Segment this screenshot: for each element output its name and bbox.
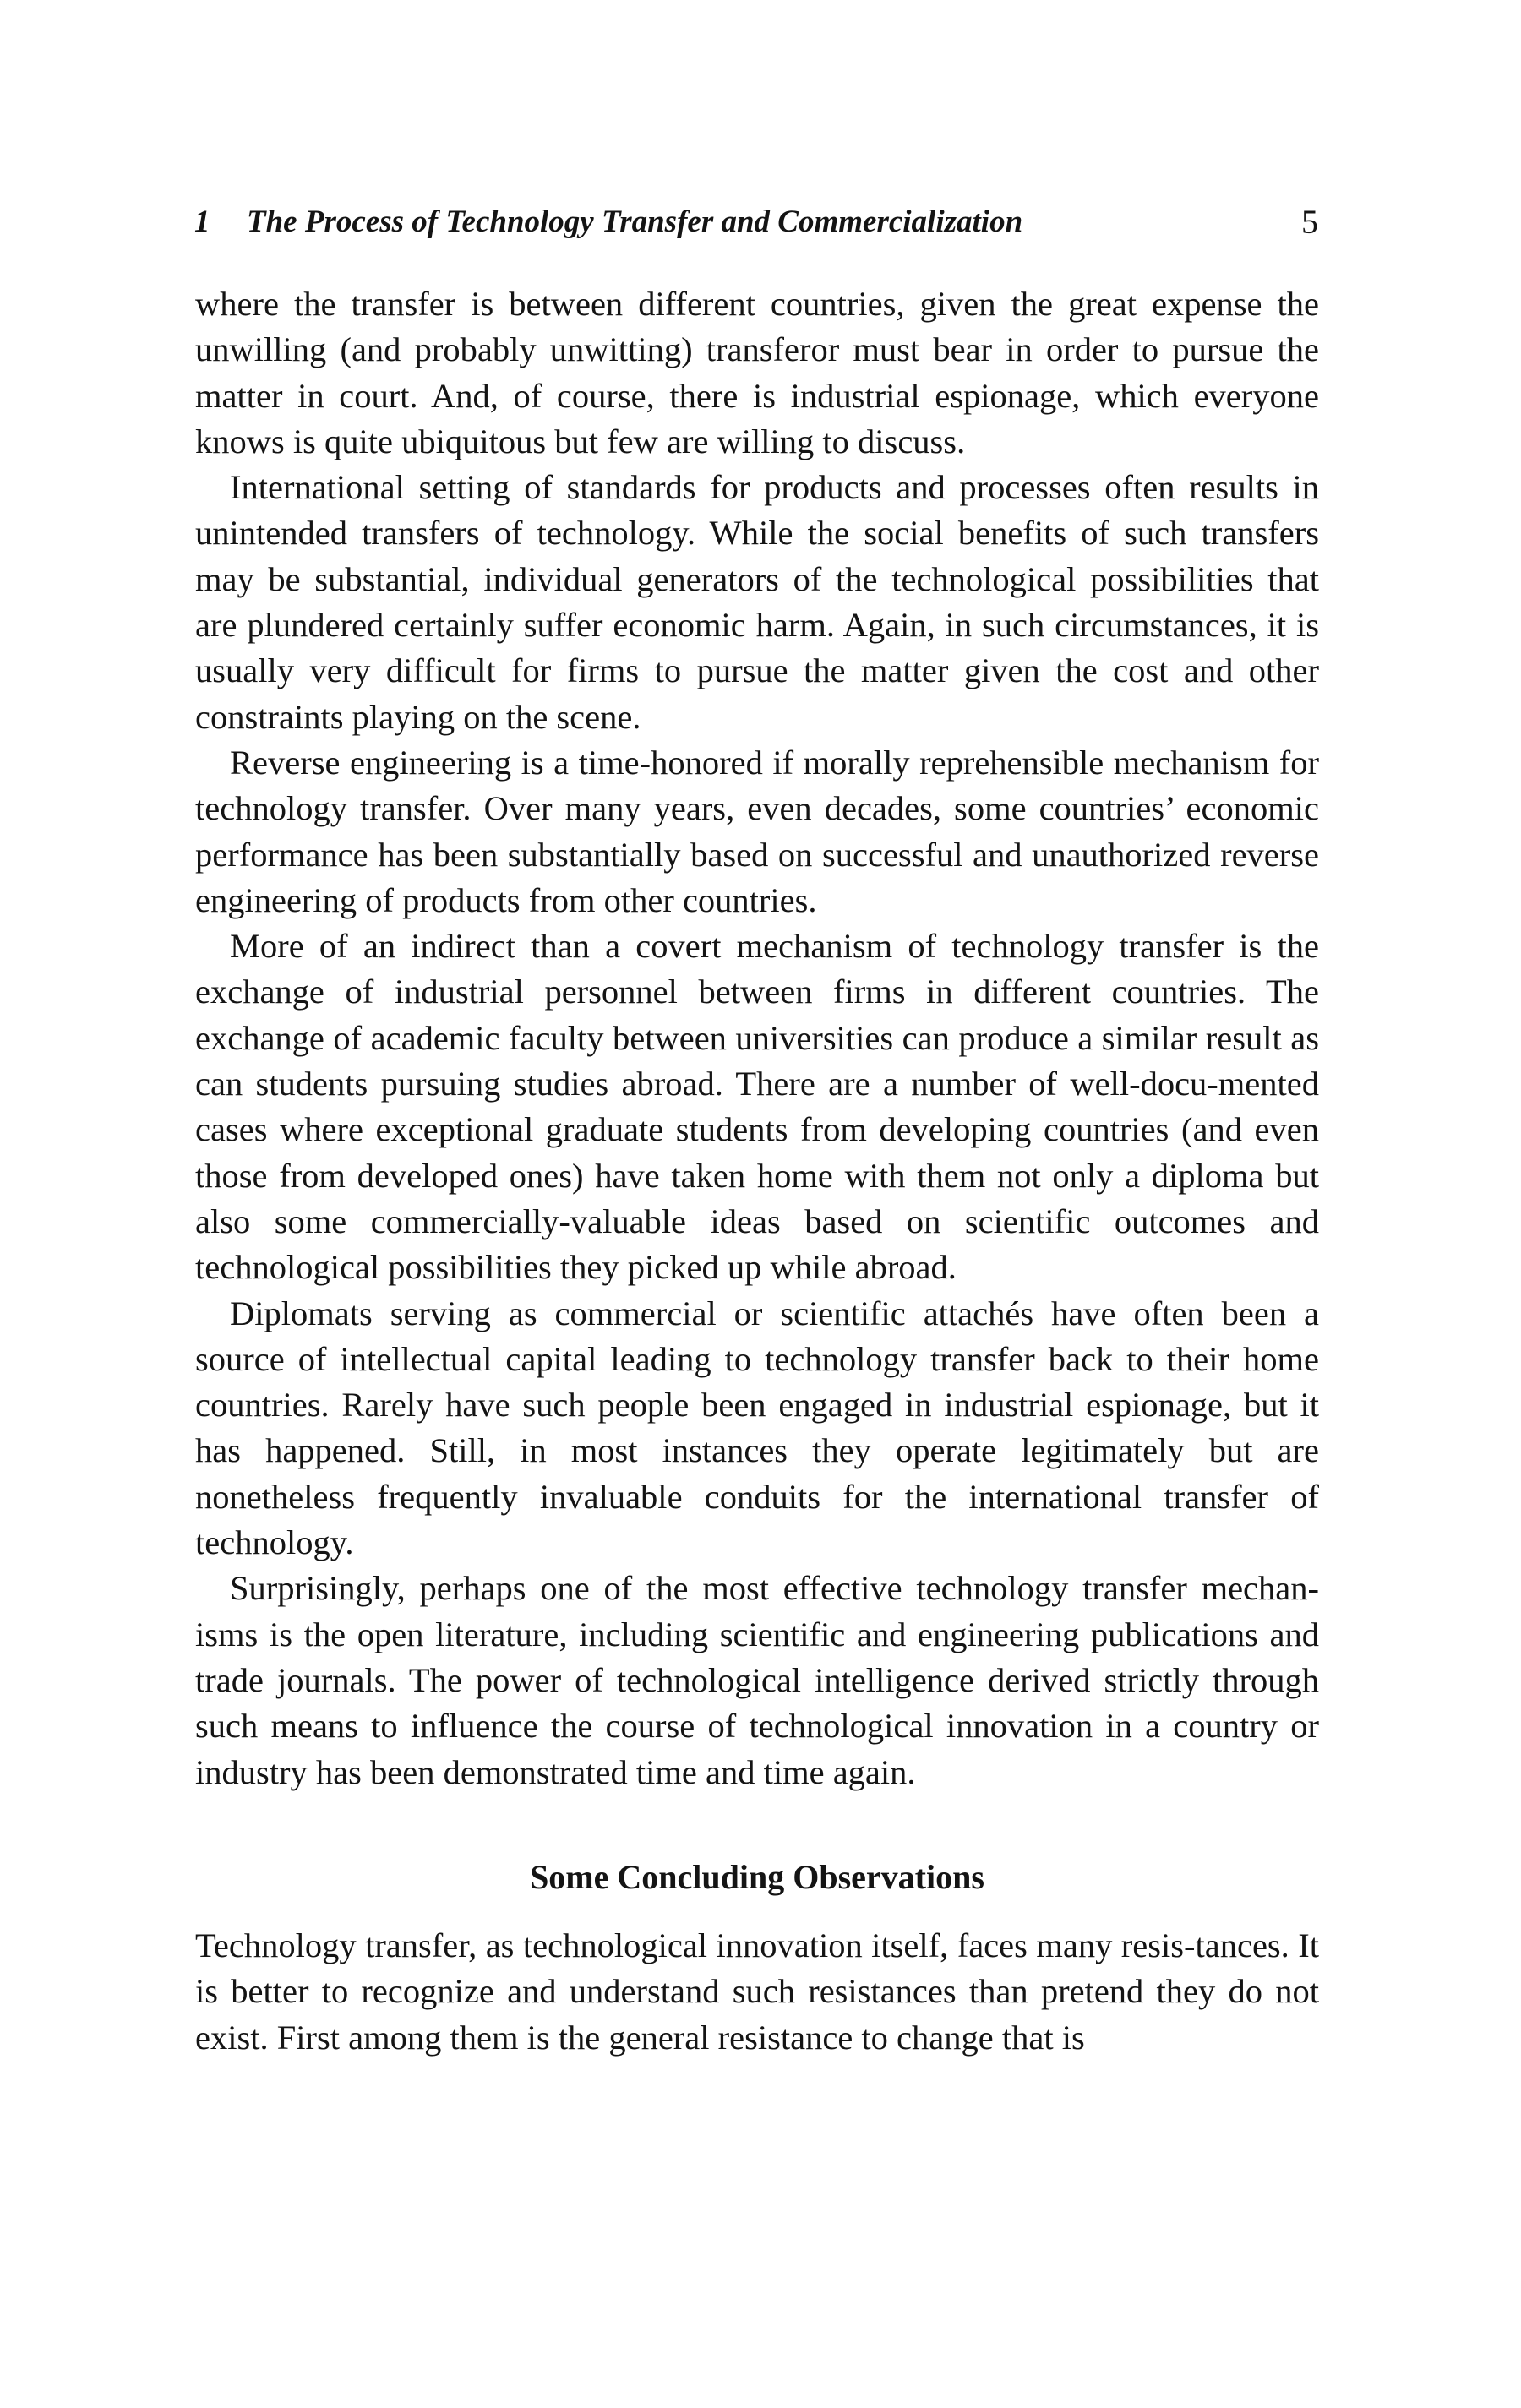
paragraph-concluding: Technology transfer, as technological innovation itself, faces many resis-tances. It is better to recognize and understand such resistances than pretend they do not exist. First among them is the general resistance to change that is — [195, 1926, 1319, 2057]
body-text — [195, 281, 1319, 1795]
paragraph-standards: International setting of standards for products and processes often results in unintended transfers of technology. While the social benefits of such transfers may be substantial, individual generators of the technological possibilities that are plundered certainly suffer economic harm. Again, in such circumstances, it is usually very difficult for firms to pursue the matter given the cost and other constraints playing on the scene. — [195, 468, 1319, 736]
chapter-number: 1 — [194, 204, 210, 239]
paragraph-open-literature: Surprisingly, perhaps one of the most effective technology transfer mechan-isms is the open literature, including scientific and engineering publications and trade journals. The power of technological intelligence derived strictly through such means to influence the course of technological innovation in a country or industry has been demonstrated time and time again. — [195, 1569, 1319, 1791]
section-heading: Some Concluding Observations — [530, 1858, 984, 1896]
paragraph-reverse-engineering: Reverse engineering is a time-honored if morally reprehensible mechanism for technology transfer. Over many years, even decades, some countries’ economic performance has been substantially based on successful and unauthorized reverse engineering of products from other countries. — [195, 743, 1319, 919]
page-number: 5 — [1301, 203, 1318, 241]
chapter-title: The Process of Technology Transfer and Commercialization — [247, 204, 1023, 239]
paragraph-personnel-exchange: More of an indirect than a covert mechanism of technology transfer is the exchange of industrial personnel between firms in different countries. The exchange of academic faculty between universities can produce a similar result as can students pursuing studies abroad. There are a number of well-docu-mented cases where exceptional graduate students from developing countries (and even those from developed ones) have taken home with them not only a diploma but also some commercially-valuable ideas based on scientific outcomes and technological possibilities they picked up while abroad. — [195, 927, 1319, 1287]
running-header — [194, 201, 1318, 243]
paragraph-diplomats: Diplomats serving as commercial or scientific attachés have often been a source of intellectual capital leading to technology transfer back to their home countries. Rarely have such people been engaged in industrial espionage, but it has happened. Still, in most instances they operate legitimately but are nonetheless frequently invaluable conduits for the international transfer of technology. — [195, 1294, 1319, 1562]
paragraph-continued: where the transfer is between different countries, given the great expense the unwilling (and probably unwitting) transferor must bear in order to pursue the matter in court. And, of course, there is industrial espionage, which everyone knows is quite ubiquitous but few are willing to discuss. — [195, 285, 1319, 460]
section-body — [195, 1923, 1319, 2061]
